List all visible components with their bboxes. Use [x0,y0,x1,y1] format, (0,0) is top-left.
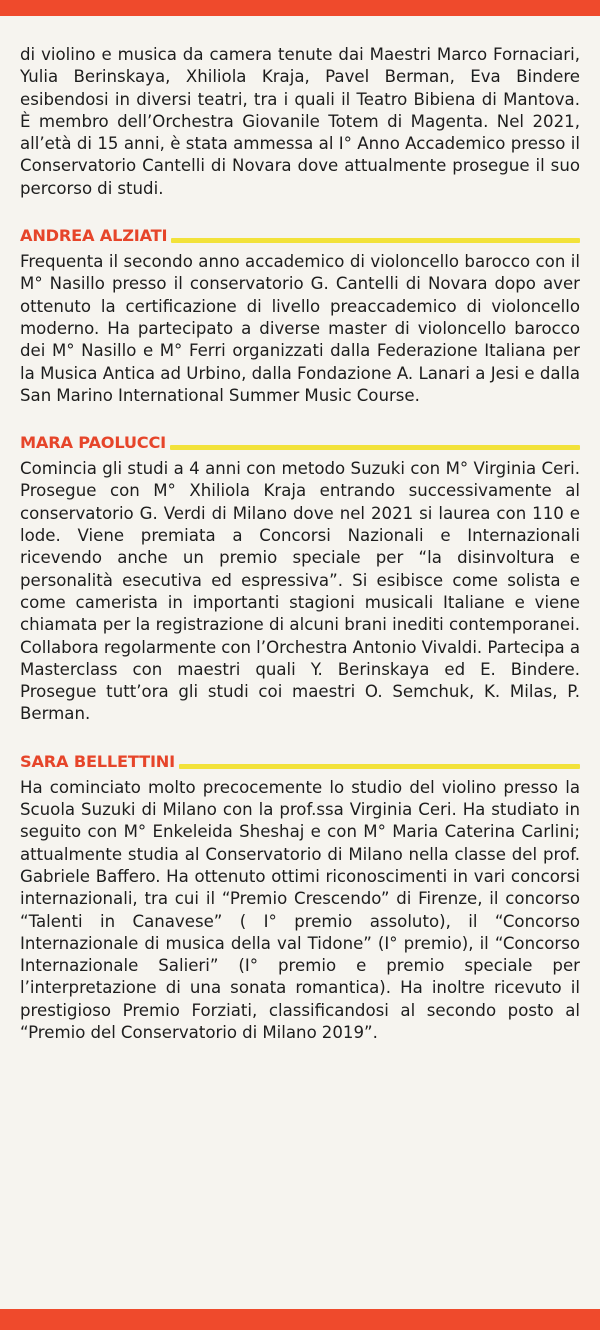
section-heading [20,431,580,453]
intro-paragraph: di violino e musica da camera tenute dai Maestri Marco Fornaciari, Yulia Berinskaya, Xhiliola Kraja, Pavel Berman, Eva Bindere esibendosi in diversi teatri, tra i quali il Teatro Bibiena di Mantova. È membro dell’Orchestra Giovanile Totem di Magenta. Nel 2021, all’età di 15 anni, è stata ammessa al I° Anno Accademico presso il Conservatorio Cantelli di Novara dove attualmente prosegue il suo percorso di studi. [20,45,580,198]
section-mara-paolucci [20,431,580,726]
bottom-accent-bar [0,1309,600,1330]
biography-paragraph: Ha cominciato molto precocemente lo studio del violino presso la Scuola Suzuki di Milano con la prof.ssa Virginia Ceri. Ha studiato in seguito con M° Enkeleida Sheshaj e con M° Maria Caterina Carlini; attualmente studia al Conservatorio di Milano nella classe del prof. Gabriele Baffero. Ha ottenuto ottimi riconoscimenti in vari concorsi internazionali, tra cui il “Premio Crescendo” di Firenze, il concorso “Talenti in Canavese” ( I° premio assoluto), il “Concorso Internazionale di musica della val Tidone” (I° premio), il “Concorso Internazionale Salieri” (I° premio e premio speciale per l’interpretazione di una sonata romantica). Ha inoltre ricevuto il prestigioso Premio Forziati, classificandosi al secondo posto al “Premio del Conservatorio di Milano 2019”. [20,777,580,1042]
heading-underline [170,445,580,450]
biography-paragraph: Comincia gli studi a 4 anni con metodo Suzuki con M° Virginia Ceri. Prosegue con M° Xhiliola Kraja entrando successivamente al conservatorio G. Verdi di Milano dove nel 2021 si laurea con 110 e lode. Viene premiata a Concorsi Nazionali e Internazionali ricevendo anche un premio speciale per “la disinvoltura e personalità esecutiva ed espressiva”. Si esibisce come solista e come camerista in importanti stagioni musicali Italiane e viene chiamata per la registrazione di alcuni brani inediti contemporanei. Collabora regolarmente con l’Orchestra Antonio Vivaldi. Partecipa a Masterclass con maestri quali Y. Berinskaya ed E. Bindere. Prosegue tutt’ora gli studi coi maestri O. Semchuk, K. Milas, P. Berman. [20,459,580,724]
top-accent-bar [0,0,600,16]
musician-name: MARA PAOLUCCI [20,433,166,453]
section-sara-bellettini [20,750,580,1045]
section-heading [20,750,580,772]
biography-page [20,44,580,1044]
heading-underline [179,764,580,769]
musician-name: SARA BELLETTINI [20,751,175,771]
musician-name: ANDREA ALZIATI [20,226,168,246]
biography-paragraph: Frequenta il secondo anno accademico di violoncello barocco con il M° Nasillo presso il conservatorio G. Cantelli di Novara dopo aver ottenuto la certificazione di livello preaccademico di violoncello moderno. Ha partecipato a diverse master di violoncello barocco dei M° Nasillo e M° Ferri organizzati dalla Federazione Italiana per la Musica Antica ad Urbino, dalla Fondazione A. Lanari a Jesi e dalla San Marino International Summer Music Course. [20,252,580,405]
section-andrea-alziati [20,224,580,407]
heading-underline [171,238,580,243]
section-heading [20,224,580,246]
